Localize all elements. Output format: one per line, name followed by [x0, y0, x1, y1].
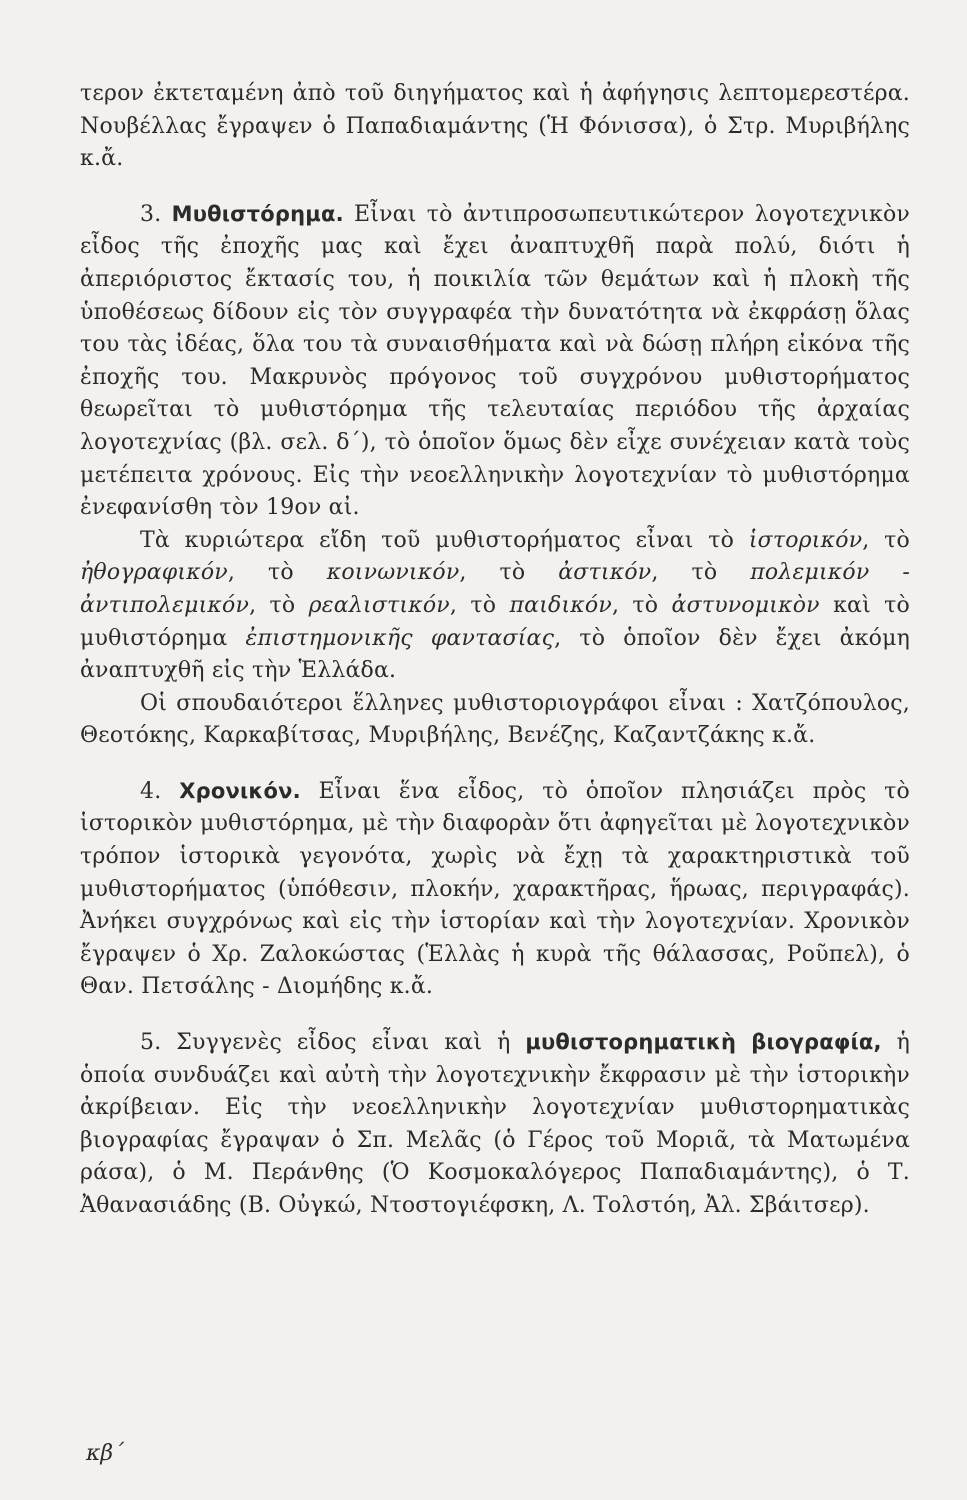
- section-number: 5.: [140, 1030, 162, 1056]
- chronicle-text: Εἶναι ἕνα εἶδος, τὸ ὁποῖον πλησιάζει πρὸς τὸ ἱστορικὸν μυθιστόρημα, μὲ τὴν διαφορὰν ὅτι ἀφηγεῖται μὲ λογοτεχνικὸν τρόπον ἱστορικὰ γεγονότα, χωρὶς νὰ ἔχῃ τὰ χαρακτηριστικὰ τοῦ μυθιστορήματος (ὑπόθεσιν, πλοκήν, χαρακτῆρας, ἥρωας, περιγραφάς). Ἀνήκει συγχρόνως καὶ εἰς τὴν ἱστορίαν καὶ τὴν λογοτεχνίαν. Χρονικὸν ἔγραψεν ὁ Χρ. Ζαλοκώστας (Ἑλλὰς ἡ κυρὰ τῆς θάλασσας, Ροῦπελ), ὁ Θαν. Πετσάλης - Διομήδης κ.ἄ.: [80, 778, 910, 1000]
- section-heading-biography: μυθιστορηματικὴ βιογραφία,: [525, 1030, 882, 1055]
- novella-text: τερον ἐκτεταμένη ἀπὸ τοῦ διηγήματος καὶ ἡ ἀφήγησις λεπτομερεστέρα. Νουβέλλας ἔγραψεν ὁ Παπαδιαμάντης (Ἡ Φόνισσα), ὁ Στρ. Μυριβήλης κ.ἄ.: [80, 81, 910, 172]
- writers-text: Οἱ σπουδαιότεροι ἕλληνες μυθιστοριογράφοι εἶναι : Χατζόπουλος, Θεοτόκης, Καρκαβίτσας, Μυριβήλης, Βενέζης, Καζαντζάκης κ.ἄ.: [80, 690, 910, 749]
- paragraph-writers: [80, 688, 910, 753]
- section-biography: [80, 1026, 910, 1223]
- kind-term: παιδικόν: [509, 592, 612, 618]
- kind-term: ἀστυνομικὸν: [671, 592, 820, 618]
- page-number: κβ΄: [86, 1441, 125, 1466]
- novel-text: Εἶναι τὸ ἀντιπροσωπευτικώτερον λογοτεχνικὸν εἶδος τῆς ἐποχῆς μας καὶ ἔχει ἀναπτυχθῆ παρὰ πολύ, διότι ἡ ἀπεριόριστος ἔκτασίς του, ἡ ποικιλία τῶν θεμάτων καὶ ἡ πλοκὴ τῆς ὑποθέσεως δίδουν εἰς τὸν συγγραφέα τὴν δυνατότητα νὰ ἐκφράσῃ ὅλας του τὰς ἰδέας, ὅλα του τὰ συναισθήματα καὶ νὰ δώσῃ πλήρη εἰκόνα τῆς ἐποχῆς του. Μακρυνὸς πρόγονος τοῦ συγχρόνου μυθιστορήματος θεωρεῖται τὸ μυθιστόρημα τῆς τελευταίας περιόδου τῆς ἀρχαίας λογοτεχνίας (βλ. σελ. δ΄), τὸ ὁποῖον ὅμως δὲν εἶχε συνέχειαν κατὰ τοὺς μετέπειτα χρόνους. Εἰς τὴν νεοελληνικὴν λογοτεχνίαν τὸ μυθιστόρημα ἐνεφανίσθη τὸν 19ον αἰ.: [80, 201, 910, 521]
- kinds-intro: Τὰ κυριώτερα εἴδη τοῦ μυθιστορήματος εἶναι τὸ: [140, 527, 735, 553]
- kind-term: πολεμικόν - ἀντιπολεμικόν: [80, 560, 910, 618]
- biography-pre: Συγγενὲς εἶδος εἶναι καὶ ἡ: [176, 1030, 511, 1056]
- kinds-mid: καὶ τὸ μυθιστόρημα: [80, 592, 910, 651]
- section-chronicle: [80, 775, 910, 1004]
- section-novel: [80, 198, 910, 525]
- kind-term: ἠθογραφικόν: [80, 560, 228, 586]
- kinds-end: , τὸ ὁποῖον δὲν ἔχει ἀκόμη ἀναπτυχθῆ εἰς τὴν Ἑλλάδα.: [80, 625, 910, 684]
- kind-term: κοινωνικόν: [326, 560, 460, 586]
- section-heading-chronicle: Χρονικόν.: [179, 778, 301, 803]
- kind-term: ρεαλιστικόν: [308, 592, 450, 618]
- section-heading-novel: Μυθιστόρημα.: [171, 201, 344, 226]
- section-number: 4.: [140, 778, 162, 804]
- kind-term: ἱστορικόν: [748, 527, 863, 553]
- body-text: [80, 78, 910, 1223]
- paragraph-novella: [80, 78, 910, 176]
- biography-text: ἡ ὁποία συνδυάζει καὶ αὐτὴ τὴν λογοτεχνικὴν ἔκφρασιν μὲ τὴν ἱστορικὴν ἀκρίβειαν. Εἰς τὴν νεοελληνικὴν λογοτεχνίαν μυθιστορηματικὰς βιογραφίας ἔγραψαν ὁ Σπ. Μελᾶς (ὁ Γέρος τοῦ Μοριᾶ, τὰ Ματωμένα ράσα), ὁ Μ. Περάνθης (Ὁ Κοσμοκαλόγερος Παπαδιαμάντης), ὁ Τ. Ἀθανασιάδης (Β. Οὐγκώ, Ντοστογιέφσκη, Λ. Τολστόη, Ἀλ. Σβάιτσερ).: [80, 1030, 910, 1218]
- section-number: 3.: [140, 201, 162, 227]
- kind-term: ἀστικόν: [558, 560, 652, 586]
- kind-term: ἐπιστημονικῆς φαντασίας: [245, 625, 555, 651]
- paragraph-novel-kinds: Τὰ κυριώτερα εἴδη τοῦ μυθιστορήματος εἶναι τὸ ἱστορικόν, τὸ ἠθογραφικόν, τὸ κοινωνικόν, τὸ ἀστικόν, τὸ πολεμικόν - ἀντιπολεμικόν, τὸ ρεαλιστικόν, τὸ παιδικόν, τὸ ἀστυνομικὸν καὶ τὸ μυθιστόρημα ἐπιστημονικῆς φαντασίας, τὸ ὁποῖον δὲν ἔχει ἀκόμη ἀναπτυχθῆ εἰς τὴν Ἑλλάδα.: [80, 527, 910, 684]
